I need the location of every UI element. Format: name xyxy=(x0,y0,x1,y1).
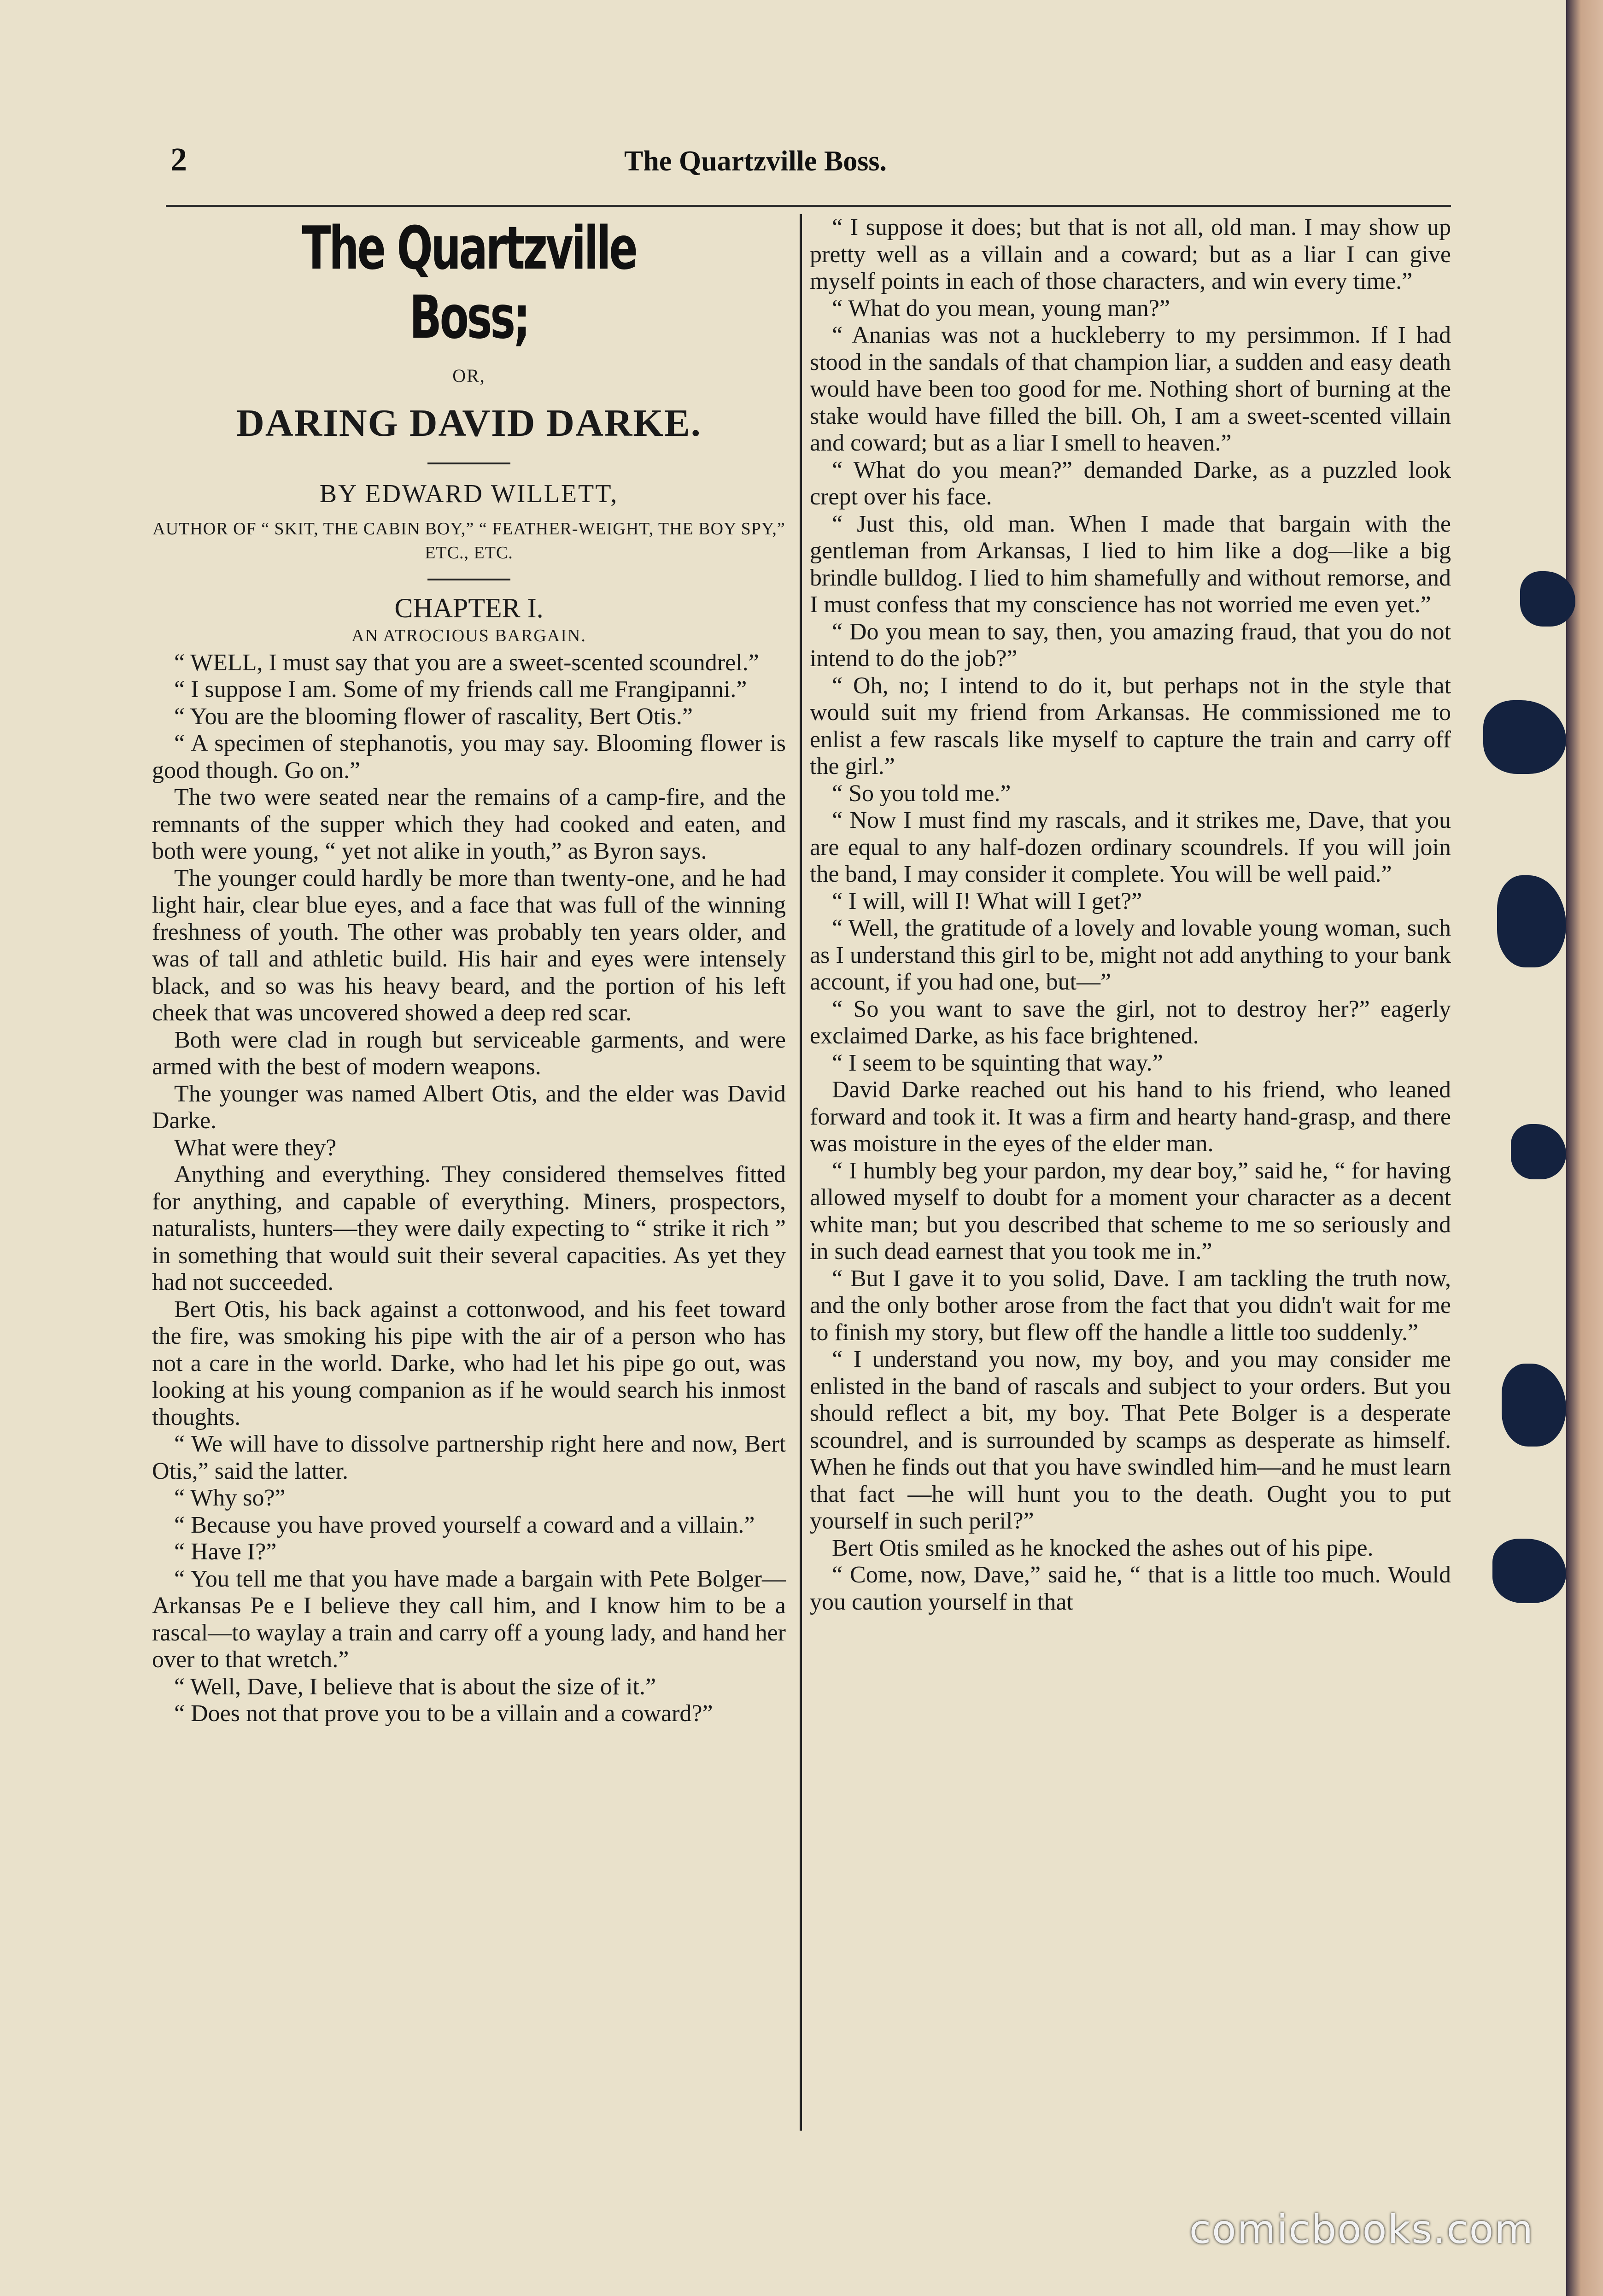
paragraph: “ I understand you now, my boy, and you may consider me enlisted in the band of rascals and subject to your orders. But you should reflect a bit, my boy. That Pete Bolger is a desperate scoundrel, and is surrounded by scamps as desperate as himself. When he finds out that you have swindled him—and he must learn that fact —he will hunt you to the death. Ought you to put yourself in such peril?” xyxy=(810,1346,1451,1534)
running-title: The Quartzville Boss. xyxy=(624,146,887,177)
paragraph: “ Ananias was not a huckleberry to my persimmon. If I had stood in the sandals of that champion liar, a sudden and easy death would have been too good for me. Nothing short of burning at the stake would have filled the bill. Oh, I am a sweet-scented villain and coward; but as a liar I smell to heaven.” xyxy=(810,322,1451,456)
paragraph: “ Have I?” xyxy=(174,1539,277,1565)
paragraph: Both were clad in rough but serviceable garments, and were armed with the best of modern weapons. xyxy=(152,1026,786,1080)
paragraph: “ Because you have proved yourself a coward and a villain.” xyxy=(174,1511,755,1538)
paragraph: “ I will, will I! What will I get?” xyxy=(832,888,1142,914)
paragraph: “ Oh, no; I intend to do it, but perhaps not in the style that would suit my friend from Arkansas. He commissioned me to enlist a few rascals like myself to capture the train and carry off the girl.” xyxy=(810,672,1451,779)
paragraph: “ So you want to save the girl, not to destroy her?” eagerly exclaimed Darke, as his face brightened. xyxy=(810,996,1451,1049)
paragraph: The younger was named Albert Otis, and the elder was David Darke. xyxy=(152,1080,786,1134)
paragraph: “ Well, Dave, I believe that is about the size of it.” xyxy=(174,1673,656,1700)
paragraph: “ Why so?” xyxy=(174,1485,286,1511)
paragraph: “ WELL, I must say that you are a sweet-scented scoundrel.” xyxy=(174,649,759,676)
paragraph: “ Just this, old man. When I made that bargain with the gentleman from Arkansas, I lied to him like a dog—like a big brindle bulldog. I lied to him shamefully and without remorse, and I must confess that my conscience has not worried me even yet.” xyxy=(810,510,1451,618)
left-column-body xyxy=(152,650,786,1728)
paragraph: “ What do you mean, young man?” xyxy=(832,295,1170,322)
paragraph: Bert Otis, his back against a cottonwood, and his feet toward the fire, was smoking his pipe with the air of a person who has not a care in the world. Darke, who had let his pipe go out, was looking at his young companion as if he would search his inmost thoughts. xyxy=(152,1296,786,1430)
paragraph: Bert Otis smiled as he knocked the ashes out of his pipe. xyxy=(832,1535,1374,1561)
chapter-title: AN ATROCIOUS BARGAIN. xyxy=(351,626,586,645)
paragraph: What were they? xyxy=(174,1134,337,1161)
left-column xyxy=(152,214,786,1728)
paragraph: “ I seem to be squinting that way.” xyxy=(832,1049,1163,1076)
header-rule xyxy=(166,205,1451,207)
paragraph: “ Do you mean to say, then, you amazing fraud, that you do not intend to do the job?” xyxy=(810,618,1451,672)
paragraph: “ You tell me that you have made a bargain with Pete Bolger—Arkansas Pe e I believe they call him, and I know him to be a rascal—to waylay a train and carry off a young lady, and hand her over to that wretch.” xyxy=(152,1565,786,1673)
author-credits: AUTHOR OF “ SKIT, THE CABIN BOY,” “ FEATHER-WEIGHT, THE BOY SPY,” ETC., ETC. xyxy=(152,519,785,562)
byline-divider xyxy=(427,579,510,580)
paragraph: The younger could hardly be more than twenty-one, and he had light hair, clear blue eyes, and a face that was full of the winning freshness of youth. The other was probably ten years older, and was of tall and athletic build. His hair and eyes were intensely black, and so was his heavy beard, and the portion of his left cheek that was uncovered showed a deep red scar. xyxy=(152,865,786,1026)
paragraph: David Darke reached out his hand to his friend, who leaned forward and took it. It was a firm and hearty hand-grasp, and there was moisture in the eyes of the elder man. xyxy=(810,1077,1451,1157)
paragraph: “ So you told me.” xyxy=(832,780,1011,807)
paragraph: “ I suppose it does; but that is not all, old man. I may show up pretty well as a villain and a coward; but as a liar I can give myself points in each of those characters, and win every time.” xyxy=(810,214,1451,294)
title-or: OR, xyxy=(452,365,486,386)
paragraph: Anything and everything. They considered themselves fitted for anything, and capable of everything. Miners, prospectors, naturalists, hunters—they were daily expecting to “ strike it rich ” in something that would suit their several capacities. As yet they had not succeeded. xyxy=(152,1161,786,1295)
article-subtitle: DARING DAVID DARKE. xyxy=(236,401,702,445)
paragraph: The two were seated near the remains of a camp-fire, and the remnants of the supper which they had cooked and eaten, and both were young, “ yet not alike in youth,” as Byron says. xyxy=(152,784,786,864)
title-divider xyxy=(427,463,510,464)
paragraph: “ I humbly beg your pardon, my dear boy,” said he, “ for having allowed myself to doubt for a moment your character as a decent white man; but you described that scheme to me so seriously and in such dead earnest that you took me in.” xyxy=(810,1157,1451,1265)
page-number: 2 xyxy=(170,141,187,178)
paragraph: “ We will have to dissolve partnership right here and now, Bert Otis,” said the latter. xyxy=(152,1431,786,1484)
byline: BY EDWARD WILLETT, xyxy=(319,479,619,508)
right-column xyxy=(810,214,1451,1616)
paragraph: “ Now I must find my rascals, and it strikes me, Dave, that you are equal to any half-dozen ordinary scoundrels. If you will join the band, I may consider it complete. You will be well paid.” xyxy=(810,807,1451,887)
column-divider xyxy=(800,214,802,2131)
chapter-heading: CHAPTER I. xyxy=(394,592,544,623)
paragraph: “ What do you mean?” demanded Darke, as a puzzled look crept over his face. xyxy=(810,457,1451,510)
right-column-body xyxy=(810,214,1451,1616)
paragraph: “ A specimen of stephanotis, you may say. Blooming flower is good though. Go on.” xyxy=(152,730,786,784)
paragraph: “ But I gave it to you solid, Dave. I am tackling the truth now, and the only bother arose from the fact that you didn't wait for me to finish my story, but flew off the handle a little too suddenly.” xyxy=(810,1265,1451,1346)
page-edge xyxy=(1566,0,1603,2296)
paragraph: “ You are the blooming flower of rascality, Bert Otis.” xyxy=(174,703,693,730)
paragraph: “ Come, now, Dave,” said he, “ that is a little too much. Would you caution yourself in that xyxy=(810,1562,1451,1615)
paragraph: “ Does not that prove you to be a villain and a coward?” xyxy=(174,1700,713,1727)
watermark: comicbooks.com xyxy=(1189,2207,1534,2253)
page-header xyxy=(166,141,1451,196)
article-title: The Quartzville Boss; xyxy=(302,214,636,352)
paragraph: “ Well, the gratitude of a lovely and lovable young woman, such as I understand this girl to be, might not add anything to your bank account, if you had one, but—” xyxy=(810,915,1451,995)
paragraph: “ I suppose I am. Some of my friends call me Frangipanni.” xyxy=(174,676,747,703)
